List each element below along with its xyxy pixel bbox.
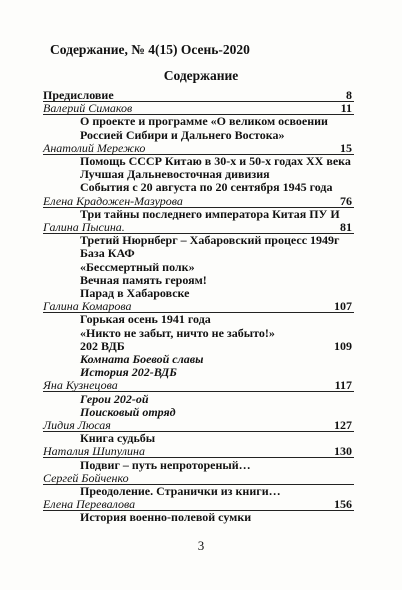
toc-page-ref: 11 bbox=[340, 101, 352, 116]
toc-page-ref: 130 bbox=[334, 444, 352, 459]
toc-page-ref: 8 bbox=[346, 88, 352, 102]
toc-article: «Никто не забыт, ничто не забыто!» bbox=[80, 325, 275, 340]
toc-article: Комната Боевой славы bbox=[80, 352, 204, 366]
toc-article: Поисковый отряд bbox=[80, 404, 176, 419]
toc-article: Горькая осень 1941 года bbox=[80, 312, 211, 327]
toc-author: Лидия Люсая bbox=[43, 418, 111, 432]
toc-article: База КАФ bbox=[80, 246, 135, 261]
toc-article: Преодоление. Странички из книги… bbox=[80, 484, 281, 498]
toc-heading: Содержание bbox=[163, 68, 239, 83]
toc-article: Вечная память героям! bbox=[80, 272, 207, 287]
toc-page-ref: 76 bbox=[340, 193, 352, 208]
page-number: 3 bbox=[197, 538, 205, 553]
toc-page-ref: 109 bbox=[334, 338, 352, 353]
toc-article: О проекте и программе «О великом освоении bbox=[80, 114, 328, 129]
toc-author: Сергей Бойченко bbox=[43, 470, 129, 485]
toc-article: Лучшая Дальневосточная дивизия bbox=[80, 167, 270, 182]
toc-article: Россией Сибири и Дальнего Востока» bbox=[80, 127, 285, 142]
toc-author: Елена Крадожен-Мазурова bbox=[43, 193, 183, 208]
toc-author: Галина Пысина. bbox=[43, 220, 125, 234]
table-of-contents bbox=[0, 84, 402, 524]
toc-author: Яна Кузнецова bbox=[43, 378, 118, 393]
toc-page-ref: 107 bbox=[334, 299, 352, 314]
toc-article: История 202-ВДБ bbox=[80, 365, 177, 380]
toc-page-ref: 156 bbox=[334, 497, 352, 512]
toc-author: Валерий Симаков bbox=[43, 101, 133, 116]
toc-author: Елена Перевалова bbox=[43, 497, 136, 512]
toc-article: Три тайны последнего императора Китая ПУ И bbox=[80, 206, 340, 221]
toc-article: «Бессмертный полк» bbox=[80, 259, 195, 274]
toc-author: Наталия Шипулина bbox=[43, 444, 145, 459]
toc-page-ref: 117 bbox=[334, 378, 352, 393]
toc-article: События с 20 августа по 20 сентября 1945 года bbox=[80, 180, 333, 195]
toc-article: Парад в Хабаровске bbox=[80, 286, 190, 300]
toc-article: История военно-полевой сумки bbox=[80, 510, 252, 525]
toc-article: Книга судьбы bbox=[80, 431, 156, 446]
issue-title: Содержание, № 4(15) Осень-2020 bbox=[50, 42, 250, 57]
toc-author: Галина Комарова bbox=[43, 299, 132, 314]
toc-page-ref: 81 bbox=[340, 220, 352, 234]
toc-article: Третий Нюрнберг – Хабаровский процесс 1949г bbox=[80, 233, 340, 248]
toc-article: Помощь СССР Китаю в 30-х и 50-х годах XX века bbox=[80, 154, 351, 168]
toc-page-ref: 15 bbox=[340, 140, 352, 155]
toc-section: Предисловие bbox=[43, 88, 114, 102]
toc-page-ref: 127 bbox=[334, 418, 352, 432]
toc-article: Герои 202-ой bbox=[80, 391, 149, 406]
toc-article: 202 ВДБ bbox=[80, 338, 125, 353]
toc-author: Анатолий Мережко bbox=[43, 140, 146, 155]
toc-article: Подвиг – путь непротореный… bbox=[80, 457, 251, 472]
